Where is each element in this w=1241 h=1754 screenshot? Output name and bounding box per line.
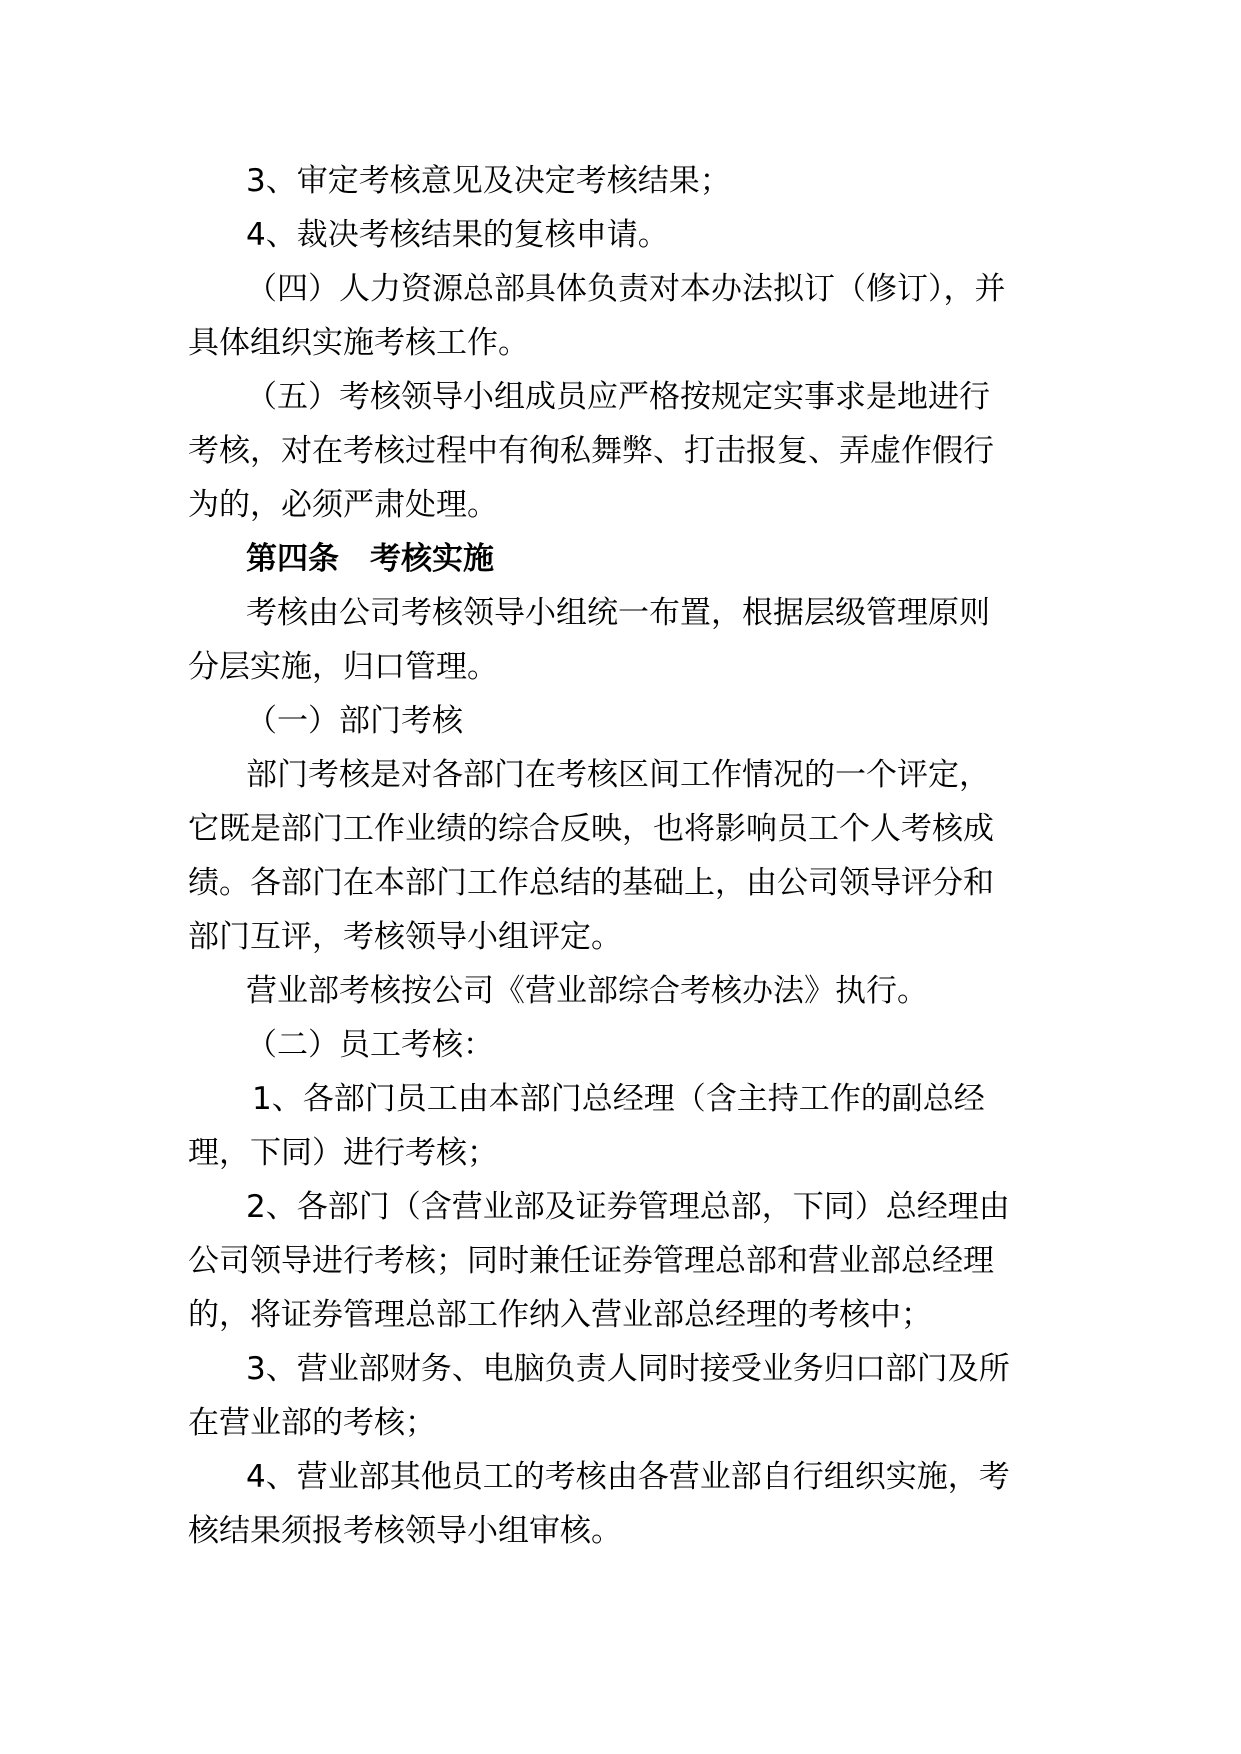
subheading-employee: [188, 1018, 1058, 1072]
paragraph-item-4: [188, 208, 1058, 262]
text-line: 4、营业部其他员工的考核由各营业部自行组织实施，考: [246, 1459, 1010, 1495]
text-line: 理，下同）进行考核；: [188, 1135, 498, 1171]
paragraph-branch: [188, 964, 1058, 1018]
text-line: 2、各部门（含营业部及证券管理总部，下同）总经理由: [246, 1189, 1010, 1225]
text-line: 1、各部门员工由本部门总经理（含主持工作的副总经: [252, 1081, 985, 1117]
article-heading: [188, 532, 1058, 586]
text-line: 部门考核是对各部门在考核区间工作情况的一个评定，: [246, 757, 990, 793]
text-line: （一）部门考核: [246, 703, 463, 739]
paragraph-employee-1: [188, 1072, 1058, 1180]
text-line: 部门互评，考核领导小组评定。: [188, 919, 622, 955]
text-line: 3、审定考核意见及决定考核结果；: [246, 163, 731, 199]
text-line: 公司领导进行考核；同时兼任证券管理总部和营业部总经理: [188, 1243, 994, 1279]
paragraph-item-3: [188, 154, 1058, 208]
paragraph-implementation: [188, 586, 1058, 694]
text-line: 考核，对在考核过程中有徇私舞弊、打击报复、弄虚作假行: [188, 433, 994, 469]
paragraph-section-4: [188, 262, 1058, 370]
text-line: （二）员工考核：: [246, 1027, 494, 1063]
text-line: 第四条 考核实施: [246, 541, 494, 577]
text-line: 考核由公司考核领导小组统一布置，根据层级管理原则: [246, 595, 990, 631]
paragraph-employee-2: [188, 1180, 1058, 1342]
text-line: （五）考核领导小组成员应严格按规定实事求是地进行: [246, 379, 990, 415]
text-line: 分层实施，归口管理。: [188, 649, 498, 685]
subheading-department: [188, 694, 1058, 748]
paragraph-employee-3: [188, 1342, 1058, 1450]
text-line: 在营业部的考核；: [188, 1405, 436, 1441]
paragraph-employee-4: [188, 1450, 1058, 1558]
text-line: 绩。各部门在本部门工作总结的基础上，由公司领导评分和: [188, 865, 994, 901]
text-line: 的，将证券管理总部工作纳入营业部总经理的考核中；: [188, 1297, 932, 1333]
text-line: 营业部考核按公司《营业部综合考核办法》执行。: [246, 973, 928, 1009]
text-line: 它既是部门工作业绩的综合反映，也将影响员工个人考核成: [188, 811, 994, 847]
text-line: 具体组织实施考核工作。: [188, 325, 529, 361]
paragraph-department: [188, 748, 1058, 964]
text-line: 核结果须报考核领导小组审核。: [188, 1513, 622, 1549]
text-line: 为的，必须严肃处理。: [188, 487, 498, 523]
text-line: 4、裁决考核结果的复核申请。: [246, 217, 669, 253]
text-line: （四）人力资源总部具体负责对本办法拟订（修订），并: [246, 271, 1006, 307]
document-page: [188, 154, 1058, 1558]
paragraph-section-5: [188, 370, 1058, 532]
text-line: 3、营业部财务、电脑负责人同时接受业务归口部门及所: [246, 1351, 1010, 1387]
